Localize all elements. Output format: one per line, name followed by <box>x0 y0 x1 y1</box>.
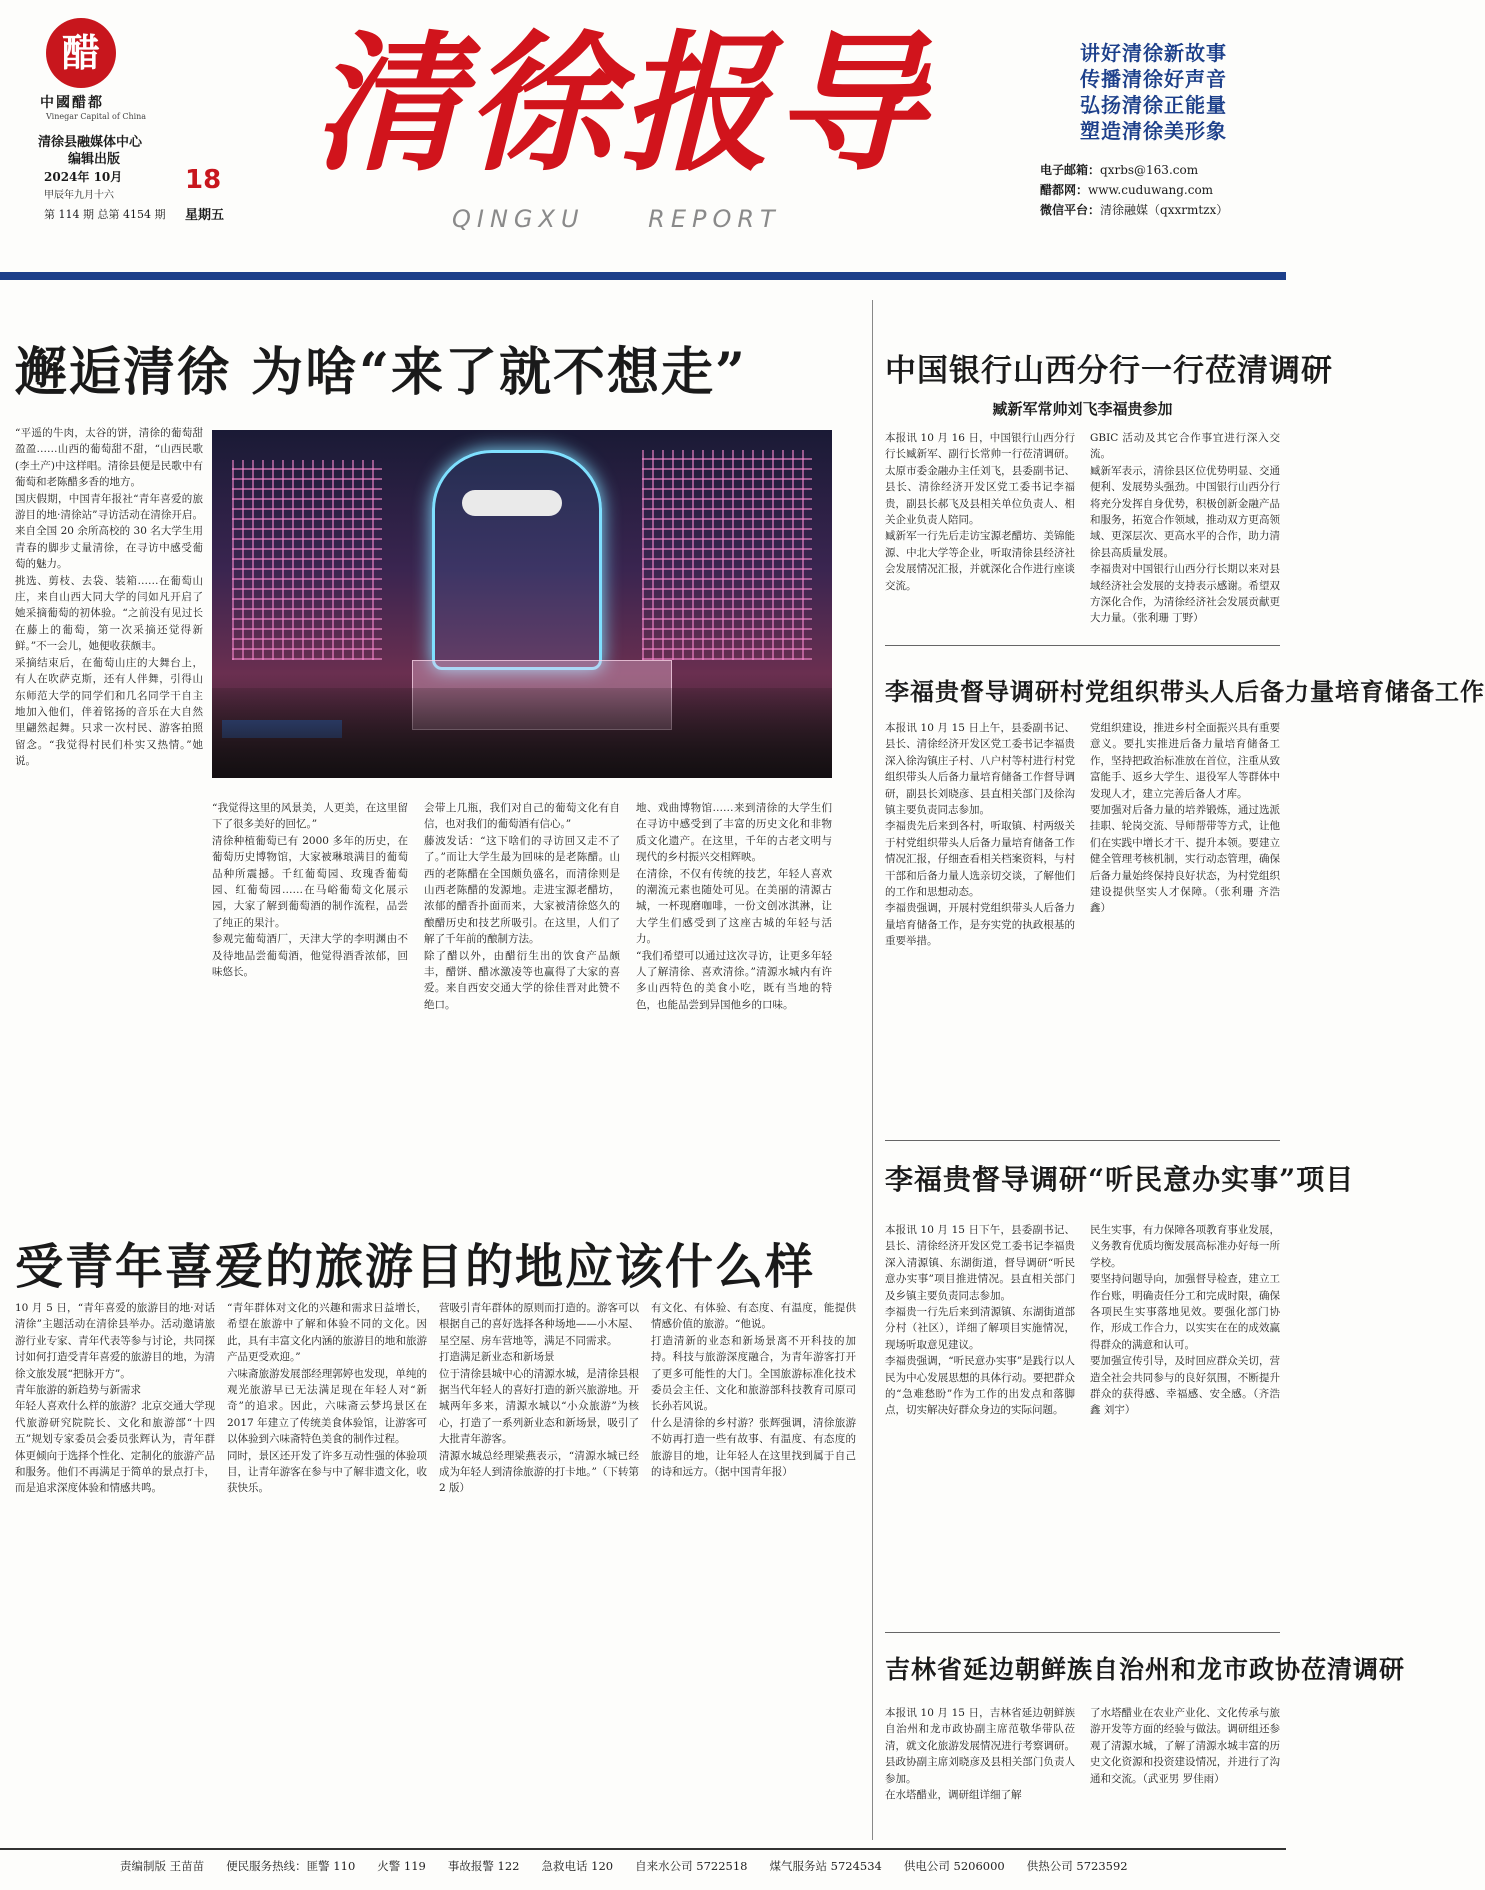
second-body-col-1: 10 月 5 日，“青年喜爱的旅游目的地·对话清徐”主题活动在清徐县举办。活动邀请旅游行业专家、青年代表等参与讨论，共同探讨如何打造受青年喜爱的旅游目的地，为清徐文旅发展“把脉开方”。 青年旅游的新趋势与新需求 年轻人喜欢什么样的旅游？北京交通大学现代旅游研究院院长、文化和旅游部“十四五”规划专家委员会委员张辉认为，青年群体更倾向于选择个性化、定制化的旅游产品和服务。他们不再满足于简单的景点打卡，而是追求深度体验和情感共鸣。 <box>15 1302 215 1495</box>
footer-hotline: 事故报警 122 <box>447 1859 520 1873</box>
footer-hotline: 急救电话 120 <box>541 1859 614 1873</box>
slogans <box>1080 40 1270 144</box>
publisher-name: 清徐县融媒体中心 <box>38 135 143 150</box>
city-logo <box>18 18 208 121</box>
footer-hotline: 煤气服务站 5724534 <box>769 1859 882 1873</box>
publisher <box>38 134 142 168</box>
article-3-headline[interactable]: 李福贵督导调研“听民意办实事”项目 <box>885 1163 1355 1196</box>
website-label: 醋都网： <box>1040 183 1089 197</box>
vinegar-seal-icon: 醋 <box>46 18 116 88</box>
masthead-rule <box>0 272 1286 280</box>
lead-body-col-3: 会带上几瓶，我们对自己的葡萄文化有自信，也对我们的葡萄酒有信心。” 藤波发话：“这下啥们的寻访回又走不了了。”而让大学生最为回味的是老陈醋。山西的老陈醋在全国颇负盛名，而清徐则是山西老陈醋的发源地。走进宝源老醋坊，浓郁的醋香扑面而来，大家被清徐悠久的酿醋历史和技艺所吸引。在这里，人们了解了千年前的酿制方法。 除了醋以外，由醋衍生出的饮食产品颇丰，醋饼、醋冰激凌等也赢得了大家的喜爱。来自西安交通大学的徐佳晋对此赞不绝口。 <box>424 802 620 1011</box>
newspaper-title-en: QINGXU REPORT <box>452 205 781 233</box>
footer <box>0 1858 1286 1874</box>
light-installation-left <box>232 460 382 660</box>
article-4-col-1: 本报讯 10 月 15 日，吉林省延边朝鲜族自治州和龙市政协副主席范敬华带队莅清，就文化旅游发展情况进行考察调研。县政协副主席刘晓彦及县相关部门负责人参加。 在水塔醋业，调研组详细了解 <box>885 1707 1075 1802</box>
publisher-role: 编辑出版 <box>68 152 121 167</box>
website-link[interactable]: www.cuduwang.com <box>1088 183 1214 197</box>
issue-date: 2024年 10月 <box>44 170 123 184</box>
lunar-date: 甲辰年九月十六 <box>44 190 114 201</box>
second-headline[interactable]: 受青年喜爱的旅游目的地应该什么样 <box>15 1239 816 1295</box>
article-2-col-2: 党组织建设，推进乡村全面振兴具有重要意义。要扎实推进后备力量培育储备工作，坚持把政治标准放在首位，注重从致富能手、返乡大学生、退役军人等群体中发现人才，建立完善后备人才库。 要加强对后备力量的培养锻炼，通过选派挂职、轮岗交流、导师帮带等方式，让他们在实践中增长才干、提升本领。要建立健全管理考核机制，实行动态管理，确保后备力量始终保持良好状态，为村党组织建设提供坚实人才保障。（张利珊 齐浩鑫） <box>1090 722 1280 915</box>
article-2-headline[interactable]: 李福贵督导调研村党组织带头人后备力量培育储备工作 <box>885 677 1485 706</box>
day-number: 18 <box>185 165 222 195</box>
footer-editor: 责编制版 王苗苗 <box>120 1859 205 1873</box>
footer-hotline: 便民服务热线：匪警 110 <box>226 1859 356 1873</box>
footer-hotline: 供电公司 5206000 <box>903 1859 1005 1873</box>
light-figure-eyes <box>462 490 562 516</box>
article-3-col-1: 本报讯 10 月 15 日下午，县委副书记、县长、清徐经济开发区党工委书记李福贵深入清源镇、东湖街道，督导调研“听民意办实事”项目推进情况。县直相关部门及乡镇主要负责同志参加。 李福贵一行先后来到清源镇、东湖街道部分村（社区），详细了解项目实施情况，现场听取意见建议。 李福贵强调，“听民意办实事”是践行以人民为中心发展思想的具体行动。要把群众的“急难愁盼”作为工作的出发点和落脚点，切实解决好群众身边的实际问题。 <box>885 1224 1075 1417</box>
email-label: 电子邮箱： <box>1040 163 1101 177</box>
footer-rule <box>0 1848 1286 1850</box>
wechat-account: 清徐融媒（qxxrmtzx） <box>1100 203 1229 217</box>
slogan: 弘扬清徐正能量 <box>1080 93 1227 117</box>
article-1-col-1: 本报讯 10 月 16 日，中国银行山西分行行长臧新军、副行长常帅一行莅清调研。太原市委金融办主任刘飞，县委副书记、县长、清徐经济开发区党工委书记李福贵，副县长郝飞及县相关单位负责人、相关企业负责人陪同。 臧新军一行先后走访宝源老醋坊、美锦能源、中北大学等企业，听取清徐县经济社会发展情况汇报，并就深化合作进行座谈交流。 <box>885 432 1075 592</box>
logo-name: 中國醋都 <box>40 95 104 111</box>
light-installation-right <box>642 450 812 660</box>
article-4-col-2: 了水塔醋业在农业产业化、文化传承与旅游开发等方面的经验与做法。调研组还参观了清源水城，了解了清源水城丰富的历史文化资源和投资建设情况，并进行了沟通和交流。（武亚男 罗佳雨） <box>1090 1707 1280 1785</box>
issue-number: 第 114 期 总第 4154 期 <box>44 208 166 221</box>
logo-english: Vinegar Capital of China <box>46 112 147 121</box>
wechat-label: 微信平台： <box>1040 203 1101 217</box>
crowd <box>212 688 832 778</box>
slogan: 塑造清徐美形象 <box>1080 119 1227 143</box>
lead-body-col-4: 地、戏曲博物馆……来到清徐的大学生们在寻访中感受到了丰富的历史文化和非物质文化遗产。在这里，千年的古老文明与现代的乡村振兴交相辉映。 在清徐，不仅有传统的技艺，年轻人喜欢的潮流元素也随处可见。在美丽的清源古城，一杯现磨咖啡，一份文创冰淇淋，让大学生们感受到了这座古城的年轻与活力。 “我们希望可以通过这次寻访，让更多年轻人了解清徐、喜欢清徐。”清源水城内有许多山西特色的美食小吃，既有当地的特色，也能品尝到异国他乡的口味。 <box>636 802 832 1011</box>
masthead <box>0 0 1286 272</box>
lead-body-col-1: “平遥的牛肉，太谷的饼，清徐的葡萄甜盈盈……山西的葡萄甜不甜，“山西民歌(李土产)中这样唱。清徐县便是民歌中有葡萄和老陈醋多香的地方。 国庆假期，中国青年报社“青年喜爱的旅游目的地·清徐站”寻访活动在清徐开启。来自全国 20 余所高校的 30 名大学生用青春的脚步丈量清徐，在寻访中感受葡萄的魅力。 挑选、剪枝、去袋、装箱……在葡萄山庄，来自山西大同大学的闫如凡开启了她采摘葡萄的初体验。“之前没有见过长在藤上的葡萄，第一次采摘还觉得新鲜。”不一会儿，她便收获颇丰。 采摘结束后，在葡萄山庄的大舞台上，有人在吹萨克斯，还有人伴舞，引得山东师范大学的同学们和几名同学干自主地加入他们，伴着铭扬的音乐在大自然里翩然起舞。只求一次村民、游客拍照留念。“我觉得村民们朴实又热情。”她说。 <box>15 427 203 768</box>
newspaper-title: 清徐报导 <box>312 16 929 192</box>
slogan: 传播清徐好声音 <box>1080 67 1227 91</box>
article-divider <box>885 645 1280 646</box>
footer-hotline: 供热公司 5723592 <box>1026 1859 1128 1873</box>
footer-hotline: 自来水公司 5722518 <box>635 1859 748 1873</box>
article-divider <box>885 1632 1280 1633</box>
second-body-col-3: 营吸引青年群体的原则而打造的。游客可以根据自己的喜好选择各种场地——小木屋、星空屋、房车营地等，满足不同需求。 打造满足新业态和新场景 位于清徐县城中心的清源水城，是清徐县根据当代年轻人的喜好打造的新兴旅游地。开城两年多来，清源水城以“小众旅游”为核心，打造了一系列新业态和新场景，吸引了大批青年游客。 清源水城总经理梁燕表示，“清源水城已经成为年轻人到清徐旅游的打卡地。”（下转第 2 版） <box>439 1302 639 1495</box>
article-3-col-2: 民生实事，有力保障各项教育事业发展，义务教育优质均衡发展高标准办好每一所学校。 要坚持问题导向，加强督导检查，建立工作台账，明确责任分工和完成时限，确保各项民生实事落地见效。要强化部门协作，形成工作合力，以实实在在的成效赢得群众的满意和认可。 要加强宣传引导，及时回应群众关切，营造全社会共同参与的良好氛围，不断提升群众的获得感、幸福感、安全感。（齐浩鑫 刘宇） <box>1090 1224 1280 1417</box>
footer-hotline: 火警 119 <box>377 1859 426 1873</box>
article-1-col-2: GBIC 活动及其它合作事宜进行深入交流。 臧新军表示，清徐县区位优势明显、交通便利、发展势头强劲。中国银行山西分行将充分发挥自身优势，积极创新金融产品和服务，拓宽合作领域，推动双方更高领域、更深层次、更高水平的合作，助力清徐县高质量发展。 李福贵对中国银行山西分行长期以来对县域经济社会发展的支持表示感谢。希望双方深化合作，为清徐经济社会发展贡献更大力量。（张利珊 丁野） <box>1090 432 1280 625</box>
article-4-headline[interactable]: 吉林省延边朝鲜族自治州和龙市政协莅清调研 <box>885 1655 1406 1684</box>
lead-body-col-2: “我觉得这里的风景美，人更美，在这里留下了很多美好的回忆。” 清徐种植葡萄已有 2000 多年的历史，在葡萄历史博物馆，大家被琳琅满目的葡萄品种所震撼。千红葡萄园、玫瑰香葡萄园、红葡萄园……在马峪葡萄文化展示园，大家了解到葡萄酒的制作流程，品尝了纯正的果汁。 参观完葡萄酒厂，天津大学的李明渊由不及待地品尝葡萄酒，他觉得酒香浓郁，回味悠长。 <box>212 802 408 979</box>
article-1-headline[interactable]: 中国银行山西分行一行莅清调研 <box>885 353 1333 389</box>
email-link[interactable]: qxrbs@163.com <box>1100 163 1199 177</box>
column-divider <box>872 300 873 1840</box>
weekday: 星期五 <box>185 208 225 223</box>
lead-photo <box>212 430 832 778</box>
article-divider <box>885 1140 1280 1141</box>
article-2-col-1: 本报讯 10 月 15 日上午，县委副书记、县长、清徐经济开发区党工委书记李福贵深入徐沟镇庄子村、八户村等村进行村党组织带头人后备力量培育储备工作督导调研，副县长刘晓彦、县直相关部门及徐沟镇主要负责同志参加。 李福贵先后来到各村，听取镇、村两级关于村党组织带头人后备力量培育储备工作情况汇报，仔细查看相关档案资料，与村干部和后备力量人选亲切交谈，了解他们的工作和思想动态。 李福贵强调，开展村党组织带头人后备力量培育储备工作，是夯实党的执政根基的重要举措。 <box>885 722 1075 948</box>
second-body-col-4: 有文化、有体验、有态度、有温度，能提供情感价值的旅游。“他说。 打造清新的业态和新场景离不开科技的加持。科技与旅游深度融合，为青年游客打开了更多可能性的大门。全国旅游标准化技术委员会主任、文化和旅游部科技教育司原司长孙若风说。 什么是清徐的乡村游？张辉强调，清徐旅游不妨再打造一些有故事、有温度、有态度的旅游目的地，让年轻人在这里找到属于自己的诗和远方。（据中国青年报） <box>651 1302 856 1479</box>
slogan: 讲好清徐新故事 <box>1080 41 1227 65</box>
article-1-subhead: 臧新军常帅刘飞李福贵参加 <box>992 400 1173 418</box>
lead-headline[interactable]: 邂逅清徐 为啥“来了就不想走” <box>15 342 747 403</box>
contact-info <box>1040 160 1280 220</box>
light-figure <box>432 450 602 670</box>
second-body-col-2: “青年群体对文化的兴趣和需求日益增长，希望在旅游中了解和体验不同的文化。因此，具有丰富文化内涵的旅游目的地和旅游产品更受欢迎。” 六味斋旅游发展部经理郭婷也发现，单纯的观光旅游早已无法满足现在年轻人对“新奇”的追求。因此，六味斋云梦坞景区在 2017 年建立了传统美食体验馆，让游客可以体验到六味斋特色美食的制作过程。 同时，景区还开发了许多互动性强的体验项目，让青年游客在参与中了解非遗文化，收获快乐。 <box>227 1302 427 1495</box>
